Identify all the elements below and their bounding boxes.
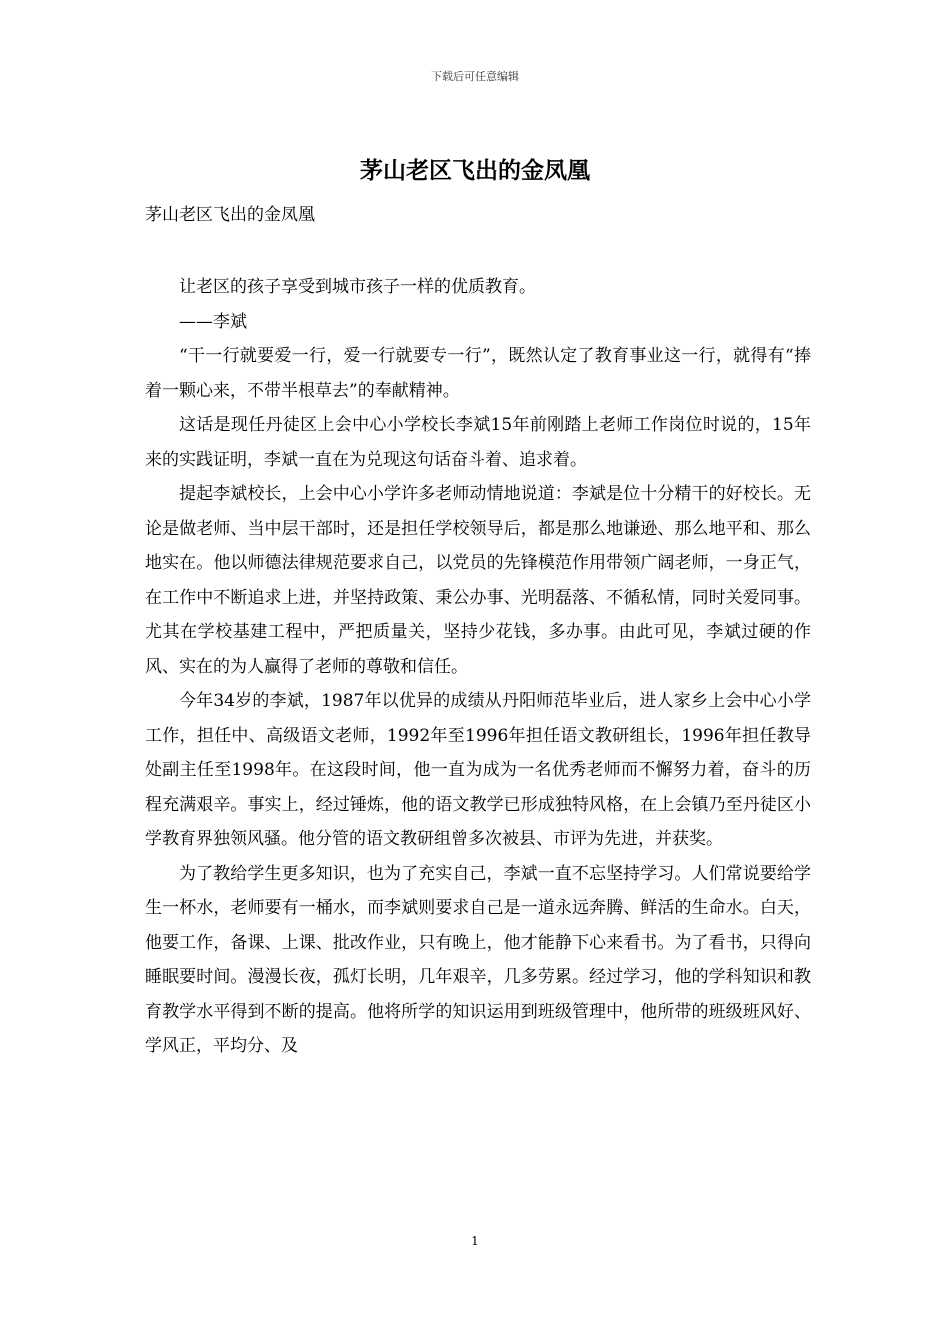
paragraph: 这话是现任丹徒区上会中心小学校长李斌15年前刚踏上老师工作岗位时说的，15年来的实践证明，李斌一直在为兑现这句话奋斗着、追求着。	[145, 415, 811, 470]
header-note: 下载后可任意编辑	[431, 70, 519, 83]
document-title: 茅山老区飞出的金凤凰	[360, 157, 590, 184]
paragraph-attribution: ——李斌	[179, 311, 247, 332]
paragraph: “干一行就要爱一行，爱一行就要专一行”，既然认定了教育事业这一行，就得有“捧着一颗心来，不带半根草去”的奉献精神。	[145, 346, 811, 401]
body-text	[145, 270, 811, 1064]
paragraph: 为了教给学生更多知识，也为了充实自己，李斌一直不忘坚持学习。人们常说要给学生一杯水，老师要有一桶水，而李斌则要求自己是一道永远奔腾、鲜活的生命水。白天，他要工作，备课、上课、批改作业，只有晚上，他才能静下心来看书。为了看书，只得向睡眠要时间。漫漫长夜，孤灯长明，几年艰辛，几多劳累。经过学习，他的学科知识和教育教学水平得到不断的提高。他将所学的知识运用到班级管理中，他所带的班级班风好、学风正，平均分、及	[145, 863, 811, 1056]
page-number: 1	[471, 1234, 479, 1248]
document-subtitle: 茅山老区飞出的金凤凰	[145, 205, 315, 225]
paragraph: 今年34岁的李斌，1987年以优异的成绩从丹阳师范毕业后，进人家乡上会中心小学工作，担任中、高级语文老师，1992年至1996年担任语文教研组长，1996年担任教导处副主任至1998年。在这段时间，他一直为成为一名优秀老师而不懈努力着，奋斗的历程充满艰辛。事实上，经过锤炼，他的语文教学已形成独特风格，在上会镇乃至丹徒区小学教育界独领风骚。他分管的语文教研组曾多次被县、市评为先进，并获奖。	[145, 691, 811, 849]
paragraph: 提起李斌校长，上会中心小学许多老师动情地说道：李斌是位十分精干的好校长。无论是做老师、当中层干部时，还是担任学校领导后，都是那么地谦逊、那么地平和、那么地实在。他以师德法律规范要求自己，以党员的先锋模范作用带领广阔老师，一身正气，在工作中不断追求上进，并坚持政策、秉公办事、光明磊落、不循私情，同时关爱同事。尤其在学校基建工程中，严把质量关，坚持少花钱，多办事。由此可见，李斌过硬的作风、实在的为人赢得了老师的尊敬和信任。	[145, 484, 811, 677]
paragraph: 让老区的孩子享受到城市孩子一样的优质教育。	[179, 277, 536, 297]
